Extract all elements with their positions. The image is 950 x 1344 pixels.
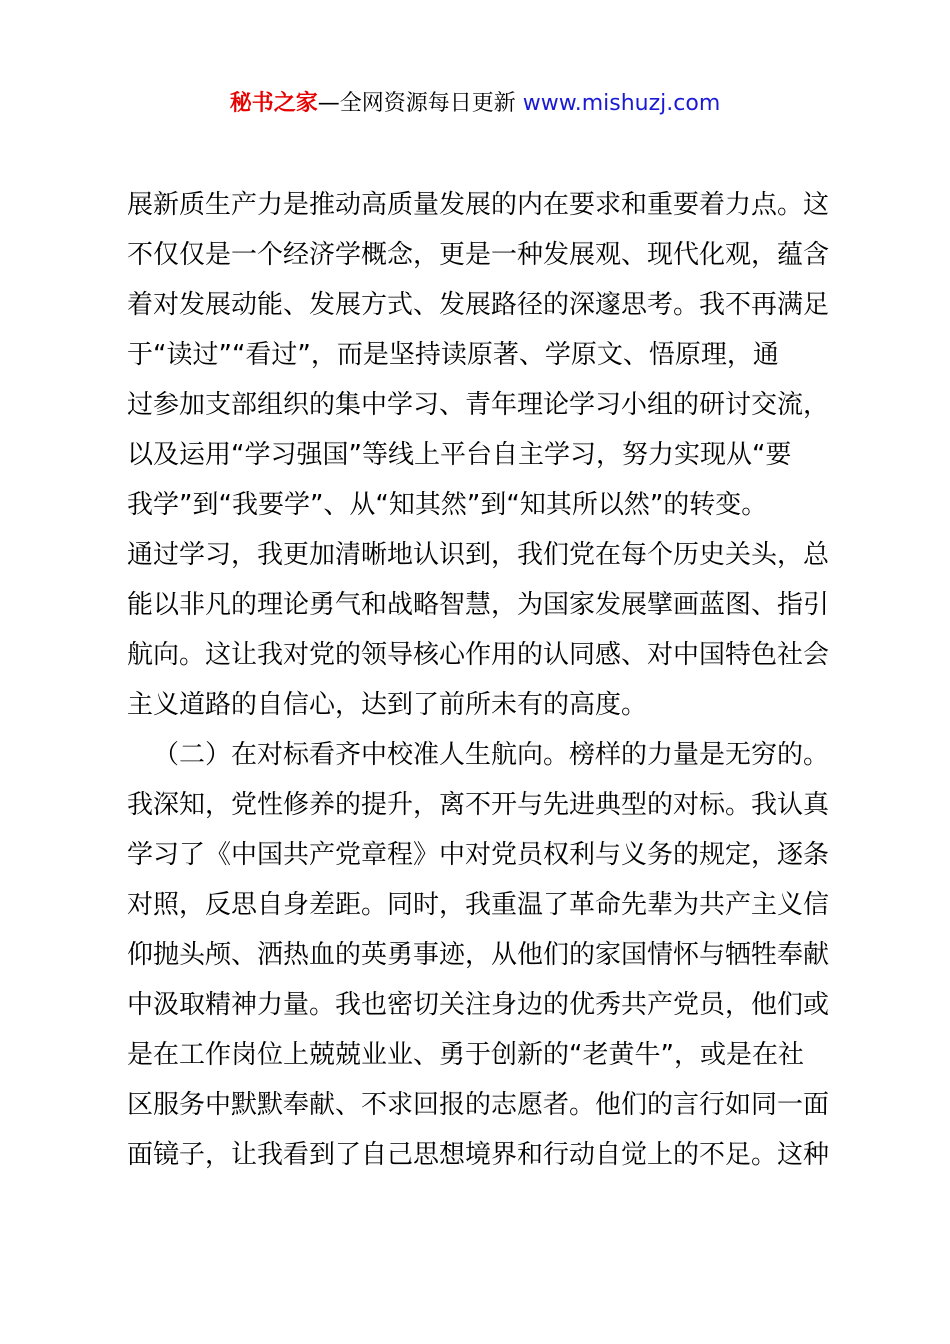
brand-name: 秘书之家: [229, 91, 318, 116]
text-line: 以及运用“学习强国”等线上平台自主学习，努力实现从“要: [127, 440, 792, 470]
text-line: 仰抛头颅、洒热血的英勇事迹，从他们的家国情怀与牺牲奉献: [127, 940, 830, 970]
document-body: [127, 180, 847, 1180]
text-line: 不仅仅是一个经济学概念，更是一种发展观、现代化观，蕴含: [127, 240, 830, 270]
text-line: 中汲取精神力量。我也密切关注身边的优秀共产党员，他们或: [127, 990, 830, 1020]
text-line: 是在工作岗位上兢兢业业、勇于创新的“老黄牛”，或是在社: [127, 1040, 804, 1070]
text-line: 对照，反思自身差距。同时，我重温了革命先辈为共产主义信: [127, 890, 830, 920]
text-line: 能以非凡的理论勇气和战略智慧，为国家发展擘画蓝图、指引: [127, 590, 830, 620]
text-line: 过参加支部组织的集中学习、青年理论学习小组的研讨交流，: [127, 390, 830, 420]
text-line: 通过学习，我更加清晰地认识到，我们党在每个历史关头，总: [127, 540, 830, 570]
site-url-link[interactable]: www.mishuzj.com: [522, 91, 721, 116]
header-tagline: —全网资源每日更新: [317, 91, 523, 116]
section-heading-line: （二）在对标看齐中校准人生航向。榜样的力量是无穷的。: [153, 740, 830, 770]
text-line: 着对发展动能、发展方式、发展路径的深邃思考。我不再满足: [127, 290, 830, 320]
text-line: 我深知，党性修养的提升，离不开与先进典型的对标。我认真: [127, 790, 830, 820]
text-line: 主义道路的自信心，达到了前所未有的高度。: [127, 690, 648, 720]
text-line: 区服务中默默奉献、不求回报的志愿者。他们的言行如同一面: [127, 1090, 830, 1120]
text-line: 航向。这让我对党的领导核心作用的认同感、对中国特色社会: [127, 640, 830, 670]
text-line: 于“读过”“看过”，而是坚持读原著、学原文、悟原理，通: [127, 340, 779, 370]
site-header: [0, 86, 950, 122]
text-line: 学习了《中国共产党章程》中对党员权利与义务的规定，逐条: [127, 840, 830, 870]
text-line: 面镜子，让我看到了自己思想境界和行动自觉上的不足。这种: [127, 1140, 830, 1170]
text-line: 我学”到“我要学”、从“知其然”到“知其所以然”的转变。: [127, 490, 768, 520]
text-line: 展新质生产力是推动高质量发展的内在要求和重要着力点。这: [127, 190, 830, 220]
